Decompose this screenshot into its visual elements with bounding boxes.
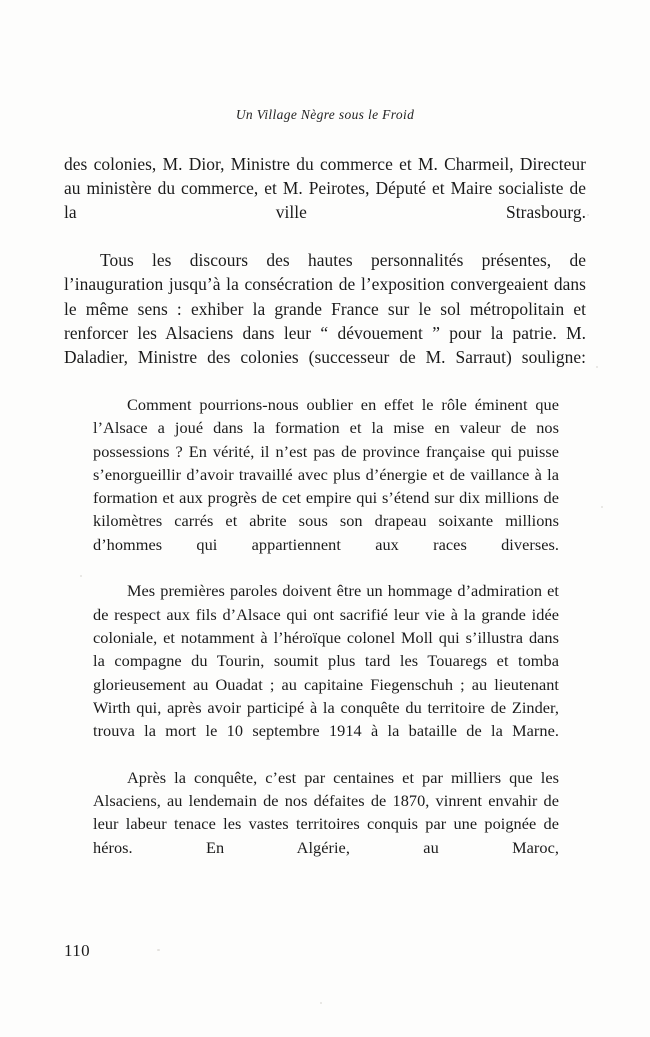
- scan-speck: [587, 214, 589, 216]
- body-text-block: [64, 152, 586, 882]
- paragraph-1: des colonies, M. Dior, Ministre du commerce et M. Charmeil, Directeur au ministère du commerce, et M. Peirotes, Député et Maire socialiste de la ville Strasbourg.: [64, 154, 586, 223]
- quotation-block: [64, 393, 586, 882]
- scan-speck: [601, 506, 603, 508]
- scan-speck: [320, 1002, 322, 1004]
- scan-speck: [596, 366, 598, 368]
- quote-paragraph-1: Comment pourrions-nous oublier en effet le rôle éminent que l’Alsace a joué dans la formation et la mise en valeur de nos possessions ? En vérité, il n’est pas de province française qui puisse s’enorgueillir d’avoir travaillé avec plus d’énergie et de vaillance à la formation et aux progrès de cet empire qui s’étend sur dix millions de kilomètres carrés et abrite sous son drapeau soixante millions d’hommes qui appartiennent aux races diverses.: [93, 394, 559, 554]
- scan-speck: [80, 575, 82, 577]
- quote-paragraph-3: Après la conquête, c’est par centaines et par milliers que les Alsaciens, au lendemain de nos défaites de 1870, vinrent envahir de leur labeur tenace les vastes territoires conquis par une poignée de héros. En Algérie, au Maroc,: [93, 767, 559, 857]
- scan-speck: [157, 949, 160, 951]
- quote-paragraph-2: Mes premières paroles doivent être un hommage d’admiration et de respect aux fils d’Alsace qui ont sacrifié leur vie à la grande idée coloniale, et notamment à l’héroïque colonel Moll qui s’illustra dans la compagne du Tourin, soumit plus tard les Touaregs et tomba glorieusement au Ouadat ; au capitaine Fiegenschuh ; au lieutenant Wirth qui, après avoir participé à la conquête du territoire de Zinder, trouva la mort le 10 septembre 1914 à la bataille de la Marne.: [93, 581, 559, 741]
- paragraph-2: Tous les discours des hautes personnalités présentes, de l’inauguration jusqu’à la consécration de l’exposition convergeaient dans le même sens : exhiber la grande France sur le sol métropolitain et renforcer les Alsaciens dans leur “ dévouement ” pour la patrie. M. Daladier, Ministre des colonies (successeur de M. Sarraut) souligne:: [64, 250, 586, 367]
- running-head: Un Village Nègre sous le Froid: [235, 107, 415, 122]
- page-number: 110: [64, 941, 91, 960]
